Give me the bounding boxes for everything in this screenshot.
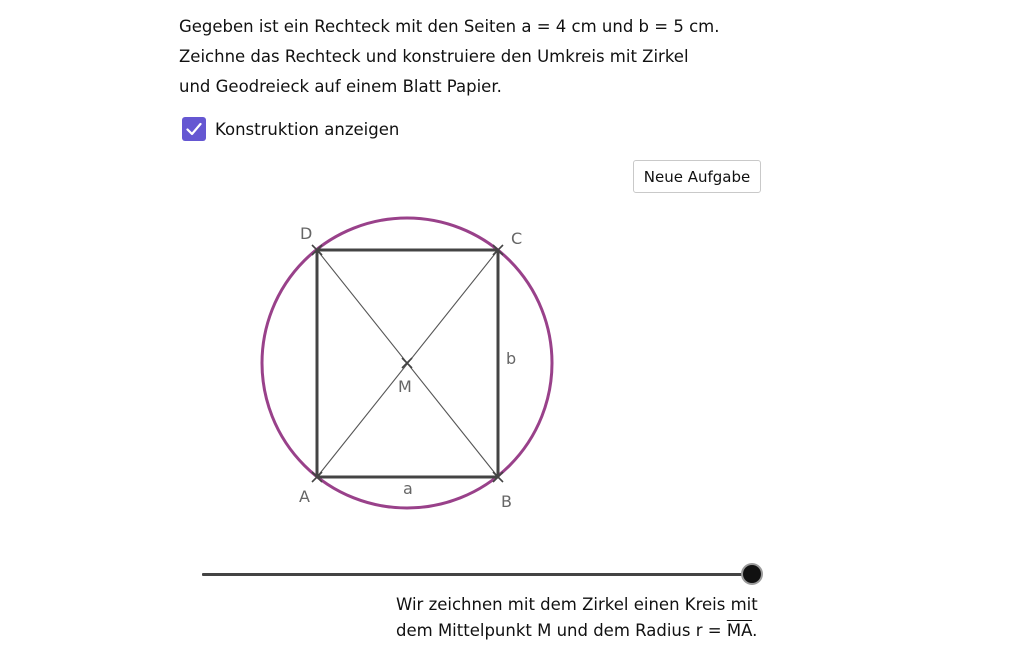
step-line-2-prefix: dem Mittelpunkt M und dem Radius r = (396, 621, 727, 640)
label-point-a: A (299, 487, 310, 506)
step-slider[interactable] (202, 562, 762, 586)
step-line-2 (396, 618, 816, 644)
slider-track[interactable] (202, 573, 750, 576)
step-line-2-suffix: . (752, 621, 758, 640)
task-line-3: und Geodreieck auf einem Blatt Papier. (179, 77, 502, 96)
task-line-2: Zeichne das Rechteck und konstruiere den Umkreis mit Zirkel (179, 47, 689, 66)
step-description (396, 592, 816, 644)
label-side-b: b (506, 349, 517, 368)
label-point-d: D (300, 224, 313, 243)
segment-ma: $\overline{MA}$ (726, 621, 753, 640)
label-point-b: B (501, 492, 512, 511)
step-line-1: Wir zeichnen mit dem Zirkel einen Kreis mit (396, 595, 758, 614)
label-side-a: a (403, 479, 413, 498)
slider-handle[interactable] (743, 565, 761, 583)
checkbox-label: Konstruktion anzeigen (215, 119, 400, 139)
label-point-m: M (398, 377, 412, 396)
new-task-button[interactable]: Neue Aufgabe (633, 160, 761, 193)
label-point-c: C (511, 229, 523, 248)
point-m-marker[interactable] (402, 358, 412, 368)
task-line-1: Gegeben ist ein Rechteck mit den Seiten a = 4 cm und b = 5 cm. (179, 17, 720, 36)
